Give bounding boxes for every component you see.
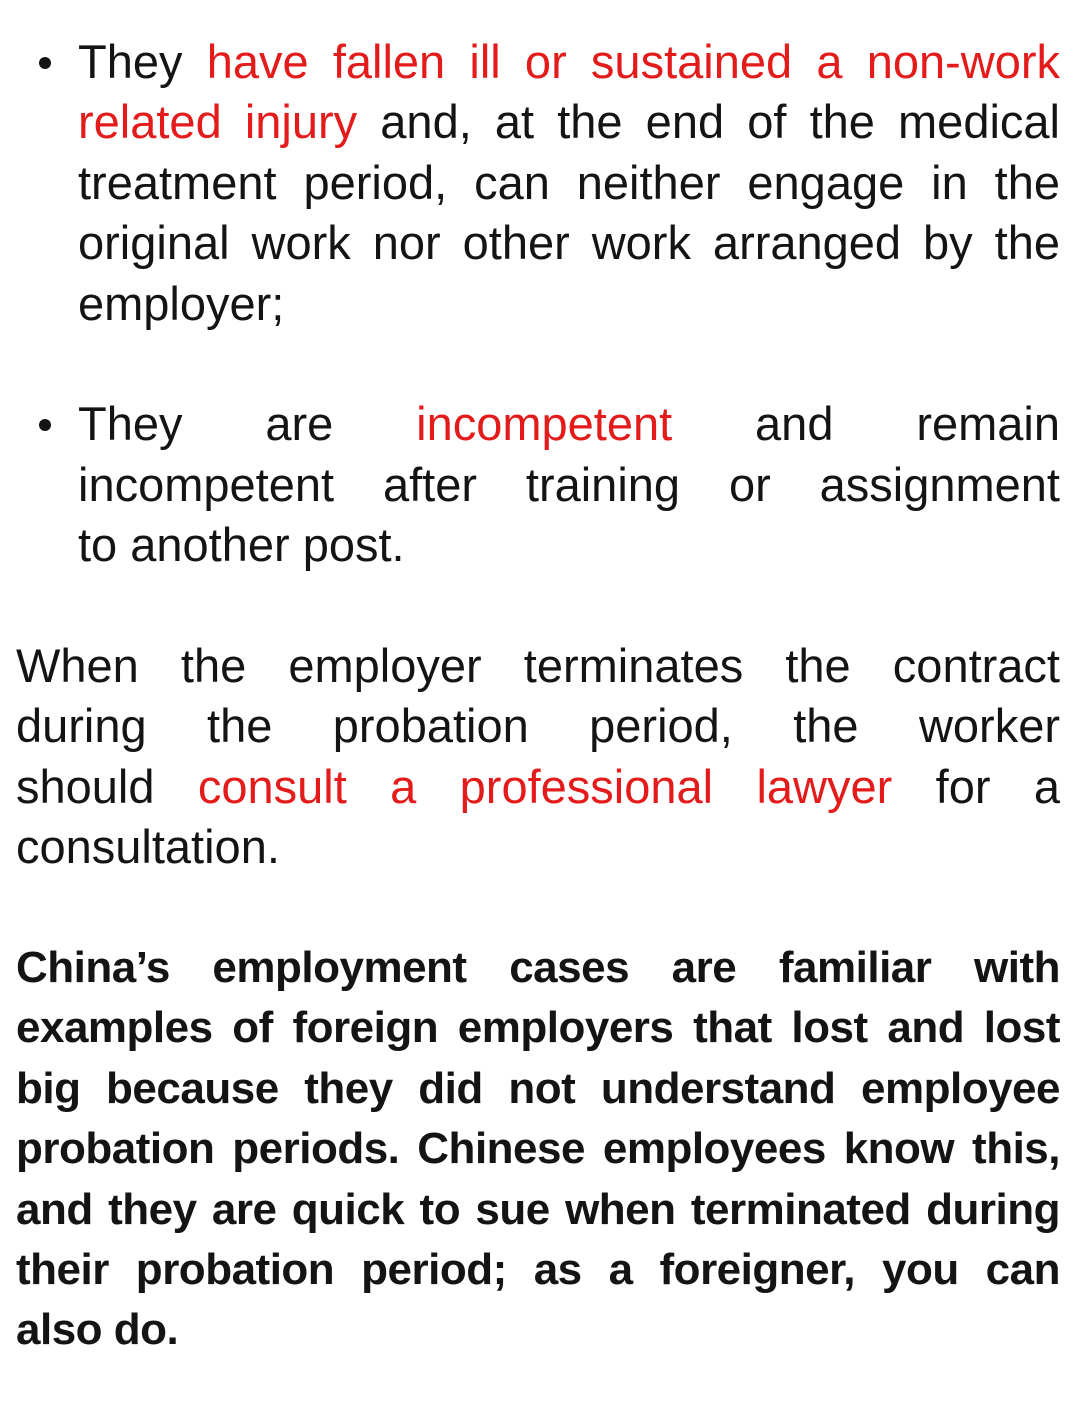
article-body [16, 32, 1060, 1361]
text-run: consultation. [16, 820, 280, 874]
text-run: incompetent after training or assignment [78, 457, 1060, 511]
text-line [16, 998, 1060, 1058]
text-line [16, 1300, 1060, 1360]
text-line [16, 757, 1060, 817]
text-line [16, 696, 1060, 756]
text-line [78, 394, 1060, 454]
bullet-list [16, 32, 1060, 576]
text-line [16, 636, 1060, 696]
text-run: and remain [672, 397, 1060, 451]
highlighted-text: consult a professional lawyer [197, 759, 893, 813]
paragraph-probation-termination [16, 636, 1060, 878]
bullet-item-incompetence [16, 394, 1060, 575]
text-run: and they are quick to sue when terminated during [16, 1184, 1060, 1234]
highlighted-text: have fallen ill or sustained a non-work [206, 35, 1060, 88]
text-line [78, 274, 1060, 334]
text-run: employer; [78, 276, 285, 330]
highlighted-text: incompetent [416, 397, 673, 451]
text-run: original work nor other work arranged by the [78, 216, 1060, 270]
text-run: China’s employment cases are familiar with [16, 943, 1060, 993]
text-run: big because they did not understand employee [16, 1063, 1060, 1113]
text-line [78, 32, 1060, 92]
bullet-text [78, 394, 1060, 575]
text-run: their probation period; as a foreigner, you can [16, 1245, 1060, 1295]
text-run: probation periods. Chinese employees know this, [16, 1124, 1060, 1174]
bullet-item-illness-or-injury [16, 32, 1060, 334]
text-run: for a [892, 759, 1060, 813]
text-line [16, 1180, 1060, 1240]
text-run: treatment period, can neither engage in the [78, 155, 1060, 209]
highlighted-text: related injury [78, 95, 358, 149]
bullet-text [78, 32, 1060, 334]
bullet-icon [39, 57, 51, 69]
text-run: also do. [16, 1305, 179, 1355]
bullet-icon [39, 419, 51, 431]
text-line [78, 515, 1060, 575]
text-run: When the employer terminates the contract [16, 639, 1060, 693]
text-line [16, 1240, 1060, 1300]
text-line [16, 1119, 1060, 1179]
text-line [78, 92, 1060, 152]
text-line [16, 817, 1060, 877]
text-line [78, 153, 1060, 213]
text-run: to another post. [78, 518, 405, 572]
text-run: and, at the end of the medical [357, 95, 1060, 149]
text-line [78, 213, 1060, 273]
text-line [16, 1059, 1060, 1119]
text-run: should [16, 759, 198, 813]
text-line [16, 938, 1060, 998]
text-run: during the probation period, the worker [16, 699, 1060, 753]
text-run: They [78, 35, 207, 88]
text-line [78, 455, 1060, 515]
paragraph-bold-warning [16, 938, 1060, 1361]
text-run: examples of foreign employers that lost and lost [16, 1003, 1060, 1053]
text-run: They are [78, 397, 417, 451]
